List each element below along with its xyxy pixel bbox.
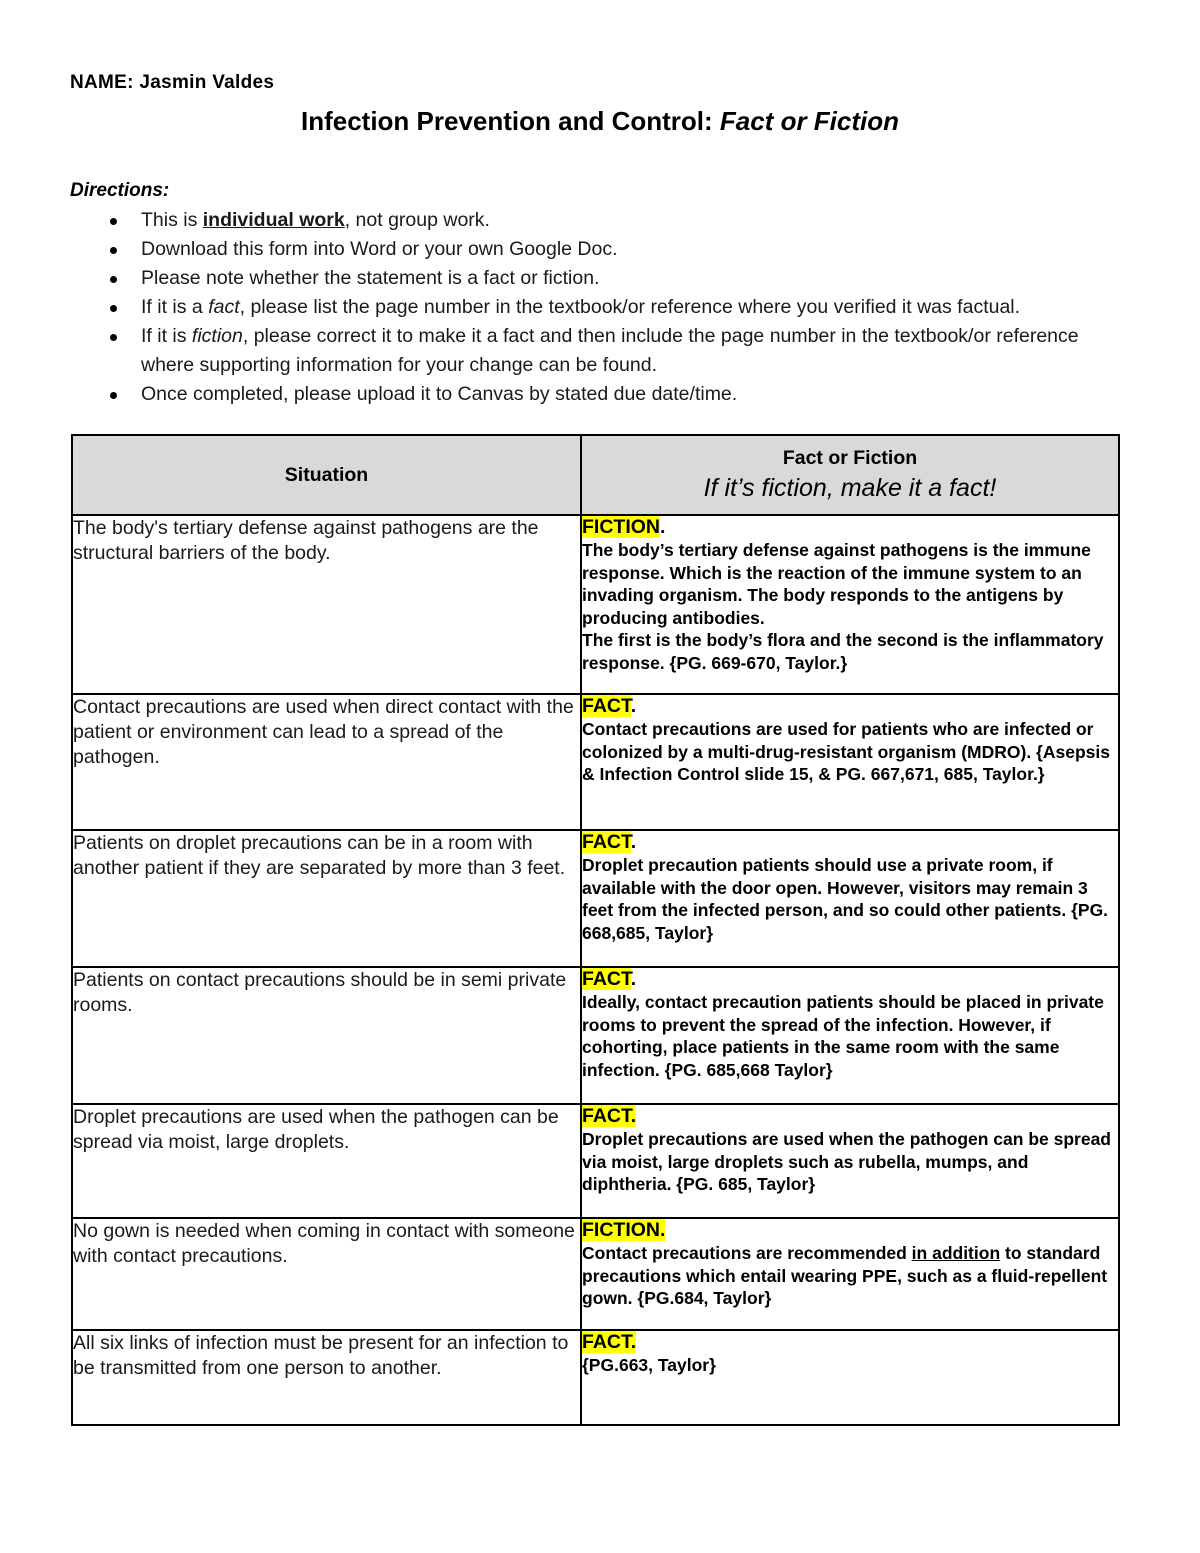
student-name: Jasmin Valdes <box>139 72 275 93</box>
direction-text: If it is a <box>141 296 209 318</box>
verdict-punct: . <box>660 516 666 538</box>
table-row <box>72 1104 1119 1218</box>
answer-cell <box>581 1104 1119 1218</box>
verdict <box>582 1105 1118 1128</box>
answer-text: {PG.663, Taylor} <box>582 1355 716 1375</box>
title-main: Infection Prevention and Control: <box>300 106 713 136</box>
table-row <box>72 1330 1119 1425</box>
table-row <box>72 694 1119 830</box>
table-row <box>72 830 1119 967</box>
fact-or-fiction-header <box>581 435 1119 515</box>
student-name-line <box>70 72 274 94</box>
directions-item <box>70 264 1130 293</box>
verdict-punct: . <box>630 695 637 717</box>
situation-cell: Patients on droplet precautions can be in a room with another patient if they are separated by more than 3 feet. <box>72 830 581 967</box>
verdict-highlight: FACT <box>582 968 631 990</box>
direction-text: , please correct it to make it a fact and then include the page number in the textbook/or reference where supporting information for your change can be found. <box>141 325 1079 376</box>
bullet-icon <box>110 305 117 312</box>
verdict-punct: . <box>630 968 637 990</box>
verdict-highlight: FACT. <box>582 1331 637 1353</box>
directions-item <box>70 322 1130 380</box>
verdict-highlight: FACT <box>582 695 631 717</box>
direction-text: Please note whether the statement is a fact or fiction. <box>141 267 600 289</box>
fact-or-fiction-header-label: Fact or Fiction <box>782 447 918 469</box>
verdict <box>582 831 1118 854</box>
table-row <box>72 967 1119 1104</box>
situation-cell: All six links of infection must be present for an infection to be transmitted from one person to another. <box>72 1330 581 1425</box>
verdict <box>582 1331 1118 1354</box>
verdict-highlight: FACT. <box>582 1105 637 1127</box>
directions-item <box>70 380 1130 409</box>
direction-emphasis: fact <box>208 296 240 318</box>
verdict-highlight: FICTION <box>582 516 660 538</box>
answer-cell <box>581 1330 1119 1425</box>
directions-item <box>70 293 1130 322</box>
situation-header <box>72 435 581 515</box>
verdict <box>582 516 1118 539</box>
directions-list <box>70 206 1130 409</box>
answer-text: Droplet precaution patients should use a private room, if available with the door open. However, visitors may remain 3 feet from the infected person, and so could other patients. {PG. 668,685, Taylor} <box>582 855 1109 943</box>
situation-header-label: Situation <box>284 463 369 486</box>
direction-text: , please list the page number in the textbook/or reference where you verified it was factual. <box>239 296 1021 318</box>
fact-or-fiction-table <box>71 434 1120 1426</box>
answer-text: Droplet precautions are used when the pathogen can be spread via moist, large droplets such as rubella, mumps, and diphtheria. {PG. 685, Taylor} <box>582 1129 1111 1194</box>
title-italic: Fact or Fiction <box>719 106 900 136</box>
bullet-icon <box>110 392 117 399</box>
answer-text: Ideally, contact precaution patients should be placed in private rooms to prevent the spread of the infection. However, if cohorting, place patients in the same room with the same infection. {PG. 685,668 Taylor} <box>582 992 1104 1080</box>
direction-text: This is <box>141 209 203 231</box>
verdict <box>582 1219 1118 1242</box>
directions-label: Directions: <box>70 180 170 201</box>
situation-cell: Contact precautions are used when direct contact with the patient or environment can lead to a spread of the pathogen. <box>72 694 581 830</box>
direction-text: If it is <box>141 325 192 347</box>
table-row <box>72 515 1119 694</box>
direction-emphasis: individual work <box>202 209 345 231</box>
table-header-row <box>72 435 1119 515</box>
directions-item <box>70 206 1130 235</box>
name-label: NAME: <box>70 72 134 93</box>
answer-text-post: to standard precautions which entail wearing PPE, such as a fluid-repellent gown. {PG.684, Taylor} <box>582 1243 1108 1308</box>
fact-or-fiction-header-sub: If it’s fiction, make it a fact! <box>703 474 997 502</box>
answer-cell <box>581 830 1119 967</box>
document-title <box>0 106 1200 137</box>
direction-text: , not group work. <box>344 209 490 231</box>
answer-cell <box>581 694 1119 830</box>
verdict-highlight: FACT <box>582 831 631 853</box>
situation-cell: Droplet precautions are used when the pathogen can be spread via moist, large droplets. <box>72 1104 581 1218</box>
verdict <box>582 968 1118 991</box>
table-row <box>72 1218 1119 1330</box>
answer-text <box>582 1242 1118 1310</box>
verdict <box>582 695 1118 718</box>
answer-text-pre: Contact precautions are recommended <box>582 1243 912 1263</box>
bullet-icon <box>110 218 117 225</box>
answer-cell <box>581 967 1119 1104</box>
situation-cell: No gown is needed when coming in contact with someone with contact precautions. <box>72 1218 581 1330</box>
answer-text: The body’s tertiary defense against pathogens is the immune response. Which is the reaction of the immune system to an invading organism. The body responds to the antigens by producing antibodies. <box>582 540 1091 628</box>
bullet-icon <box>110 276 117 283</box>
bullet-icon <box>110 334 117 341</box>
answer-text-underlined: in addition <box>911 1243 1001 1263</box>
direction-text: Once completed, please upload it to Canvas by stated due date/time. <box>141 383 738 405</box>
answer-text-extra: The first is the body’s flora and the second is the inflammatory response. {PG. 669-670, Taylor.} <box>582 630 1104 673</box>
bullet-icon <box>110 247 117 254</box>
verdict-punct: . <box>630 831 637 853</box>
situation-cell: Patients on contact precautions should be in semi private rooms. <box>72 967 581 1104</box>
directions-item <box>70 235 1130 264</box>
answer-text: Contact precautions are used for patients who are infected or colonized by a multi-drug-resistant organism (MDRO). {Asepsis & Infection Control slide 15, & PG. 667,671, 685, Taylor.} <box>582 719 1110 784</box>
direction-text: Download this form into Word or your own Google Doc. <box>141 238 618 260</box>
direction-emphasis: fiction <box>191 325 243 347</box>
verdict-highlight: FICTION. <box>582 1219 666 1241</box>
answer-cell <box>581 515 1119 694</box>
situation-cell: The body's tertiary defense against pathogens are the structural barriers of the body. <box>72 515 581 694</box>
answer-cell <box>581 1218 1119 1330</box>
